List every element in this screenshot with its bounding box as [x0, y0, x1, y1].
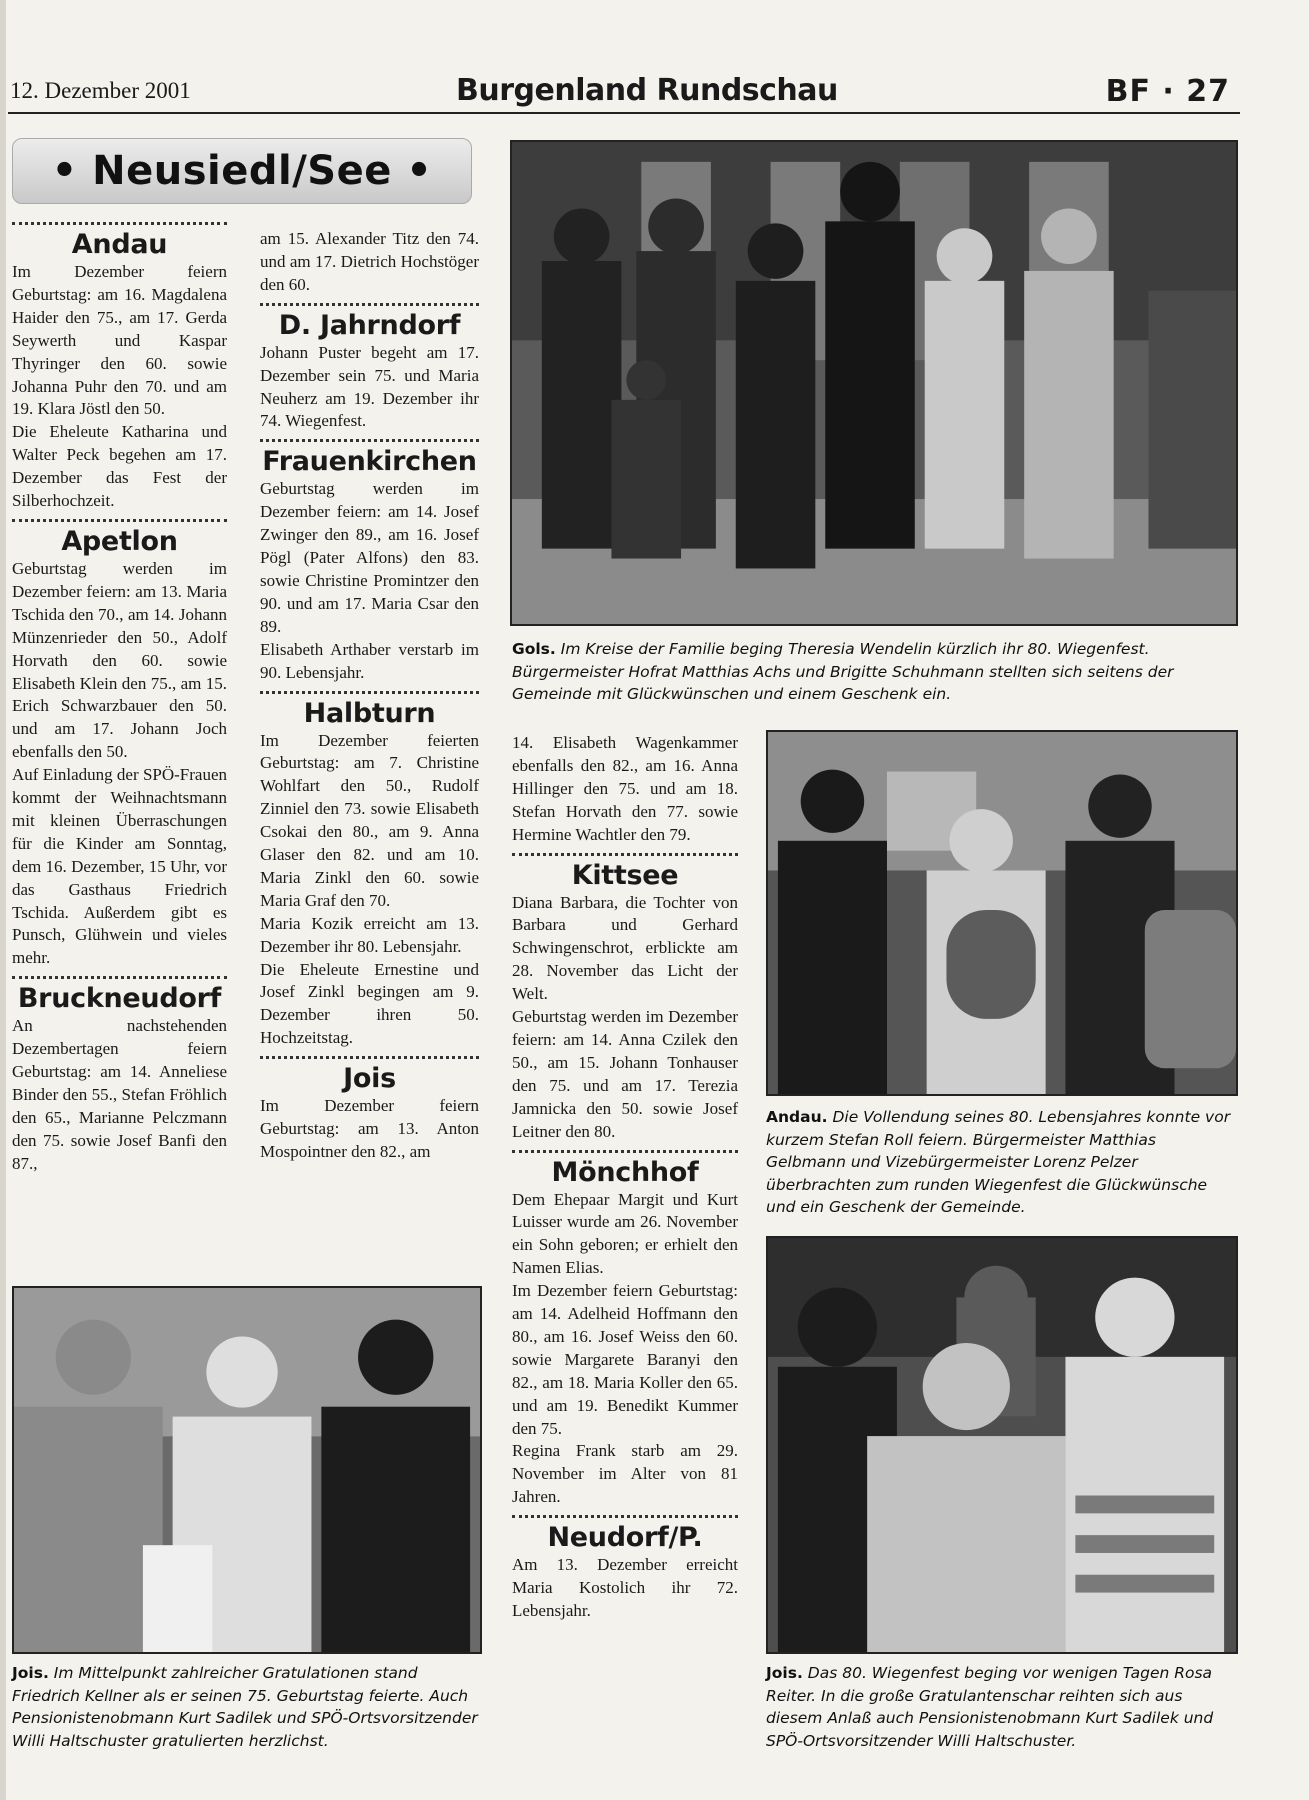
heading-moenchhof: Mönchhof	[551, 1156, 699, 1188]
caption-andau-place: Andau.	[766, 1108, 828, 1126]
issue-date: 12. Dezember 2001	[10, 78, 191, 103]
article-djahrndorf: Johann Puster begeht am 17. Dezember sein 75. und Maria Neuherz am 19. Dezember ihr 74. Wiegenfest.	[260, 342, 479, 431]
heading-andau: Andau	[71, 229, 168, 260]
dotted-rule	[12, 519, 227, 522]
article-frauenkirchen-2: Elisabeth Arthaber verstarb im 90. Lebensjahr.	[260, 639, 479, 682]
article-moenchhof: Dem Ehepaar Margit und Kurt Luisser wurde am 26. November ein Sohn geboren; er erhielt den Namen Elias.	[512, 1189, 738, 1278]
column-3	[512, 732, 738, 1623]
article-jois-continued: 14. Elisabeth Wagenkammer ebenfalls den 82., am 16. Anna Hillinger den 75. und am 18. Stefan Horvath den 77. sowie Hermine Wachtler den 79.	[512, 733, 738, 844]
caption-andau-text: Die Vollendung seines 80. Lebensjahres konnte vor kurzem Stefan Roll feiern. Bürgermeister Matthias Gelbmann und Vizebürgermeister Lorenz Pelzer überbrachten zum runden Wiegenfest die Glückwünsche und ein Geschenk der Gemeinde.	[766, 1108, 1231, 1216]
heading-bruckneudorf: Bruckneudorf	[17, 983, 222, 1015]
section-banner	[12, 138, 472, 204]
heading-neudorf: Neudorf/P.	[547, 1522, 703, 1554]
article-jois: Im Dezember feiern Geburtstag: am 13. Anton Mospointner den 82., am	[260, 1096, 479, 1161]
page-header	[8, 70, 1240, 114]
dotted-rule	[260, 303, 479, 306]
heading-djahrndorf: D. Jahrndorf	[278, 309, 461, 341]
caption-jois-2	[766, 1662, 1238, 1752]
caption-jois-2-place: Jois.	[766, 1664, 803, 1682]
heading-apetlon: Apetlon	[61, 525, 178, 557]
caption-jois-1	[12, 1662, 482, 1752]
caption-gols-place: Gols.	[512, 640, 556, 658]
dotted-rule	[512, 853, 738, 856]
article-moenchhof-2: Im Dezember feiern Geburtstag: am 14. Adelheid Hoffmann den 80., am 16. Josef Weiss den 60. sowie Margarete Baranyi den 82., am 18. Maria Koller den 65. und am 19. Benedikt Kummer den 75.	[512, 1281, 738, 1438]
heading-frauenkirchen: Frauenkirchen	[262, 446, 477, 478]
newspaper-title: Burgenland Rundschau	[456, 73, 838, 108]
photo-jois-kellner	[12, 1286, 482, 1654]
dotted-rule	[512, 1150, 738, 1153]
heading-jois: Jois	[343, 1063, 396, 1095]
caption-jois-2-text: Das 80. Wiegenfest beging vor wenigen Tagen Rosa Reiter. In die große Gratulantenschar reihten sich aus diesem Anlaß auch Pensionistenobmann Kurt Sadilek und SPÖ-Ortsvorsitzender Willi Haltschuster.	[766, 1664, 1214, 1750]
caption-jois-1-text: Im Mittelpunkt zahlreicher Gratulationen stand Friedrich Kellner als er seinen 75. Geburtstag feierte. Auch Pensionistenobmann Kurt Sadilek und SPÖ-Ortsvorsitzender Willi Haltschuster gratulierten herzlichst.	[12, 1664, 478, 1750]
caption-gols-text: Im Kreise der Familie beging Theresia Wendelin kürzlich ihr 80. Wiegenfest. Bürgermeister Hofrat Matthias Achs und Brigitte Schuhmann stellten sich seitens der Gemeinde mit Glückwünschen und einem Geschenk ein.	[512, 640, 1174, 703]
article-kittsee-2: Geburtstag werden im Dezember feiern: am 14. Anna Czilek den 50., am 15. Johann Tonhauser den 75. und am 17. Terezia Jamnicka den 50. sowie Josef Leitner den 80.	[512, 1007, 738, 1141]
article-halbturn-2: Maria Kozik erreicht am 13. Dezember ihr 80. Lebensjahr.	[260, 913, 479, 956]
article-neudorf: Am 13. Dezember erreicht Maria Kostolich ihr 72. Lebensjahr.	[512, 1555, 738, 1620]
dotted-rule	[12, 222, 227, 225]
photo-andau	[766, 730, 1238, 1096]
article-kittsee: Diana Barbara, die Tochter von Barbara und Gerhard Schwingenschrot, erblickte am 28. November das Licht der Welt.	[512, 892, 738, 1004]
article-andau-2: Die Eheleute Katharina und Walter Peck begehen am 17. Dezember das Fest der Silberhochzeit.	[12, 422, 227, 511]
caption-andau	[766, 1106, 1238, 1219]
article-halbturn-3: Die Eheleute Ernestine und Josef Zinkl begingen am 9. Dezember ihren 50. Hochzeitstag.	[260, 959, 479, 1048]
page-edge	[0, 0, 6, 1800]
article-moenchhof-3: Regina Frank starb am 29. November im Alter von 81 Jahren.	[512, 1441, 738, 1507]
section-banner-title: • Neusiedl/See •	[51, 148, 433, 194]
page-number: BF · 27	[1105, 74, 1230, 109]
dotted-rule	[512, 1515, 738, 1518]
dotted-rule	[260, 691, 479, 694]
heading-halbturn: Halbturn	[303, 697, 436, 729]
dotted-rule	[260, 1056, 479, 1059]
column-2	[260, 228, 479, 1164]
article-frauenkirchen: Geburtstag werden im Dezember feiern: am 14. Josef Zwinger den 89., am 16. Josef Pögl (Pater Alfons) den 83. sowie Christine Promintzer den 90. und am 17. Maria Csar den 89.	[260, 479, 479, 636]
dotted-rule	[12, 976, 227, 979]
article-bruckneudorf: An nachstehenden Dezembertagen feiern Geburtstag: am 14. Anneliese Binder den 55., Stefan Fröhlich den 65., Marianne Pelczmann den 75. sowie Josef Banfi den 87.,	[12, 1016, 227, 1173]
photo-jois-reiter	[766, 1236, 1238, 1654]
photo-gols-family	[510, 140, 1238, 626]
article-andau: Im Dezember feiern Geburtstag: am 16. Magdalena Haider den 75., am 17. Gerda Seywerth und Kaspar Thyringer den 60. sowie Johanna Puhr den 70. und am 19. Klara Jöstl den 50.	[12, 262, 227, 419]
article-apetlon-2: Auf Einladung der SPÖ-Frauen kommt der Weihnachtsmann mit kleinen Überraschungen für die Kinder am Sonntag, dem 16. Dezember, 15 Uhr, vor das Gasthaus Friedrich Tschida. Außerdem gibt es Punsch, Glühwein und vieles mehr.	[12, 765, 227, 968]
article-apetlon: Geburtstag werden im Dezember feiern: am 13. Maria Tschida den 70., am 14. Johann Münzenrieder den 50., Adolf Horvath den 60. sowie Elisabeth Klein den 75., am 15. Erich Schwarzbauer den 50. und am 17. Johann Joch ebenfalls den 50.	[12, 558, 227, 762]
heading-kittsee: Kittsee	[571, 859, 679, 891]
caption-jois-1-place: Jois.	[12, 1664, 49, 1682]
caption-gols	[512, 638, 1238, 706]
column-1	[12, 222, 227, 1176]
article-halbturn: Im Dezember feierten Geburtstag: am 7. Christine Wohlfart den 50., Rudolf Zinniel den 73. sowie Elisabeth Csokai den 80., am 9. Anna Glaser den 82. und am 10. Maria Zinkl den 60. sowie Maria Graf den 70.	[260, 730, 479, 910]
dotted-rule	[260, 439, 479, 442]
article-andau-continued: am 15. Alexander Titz den 74. und am 17. Dietrich Hochstöger den 60.	[260, 229, 479, 294]
